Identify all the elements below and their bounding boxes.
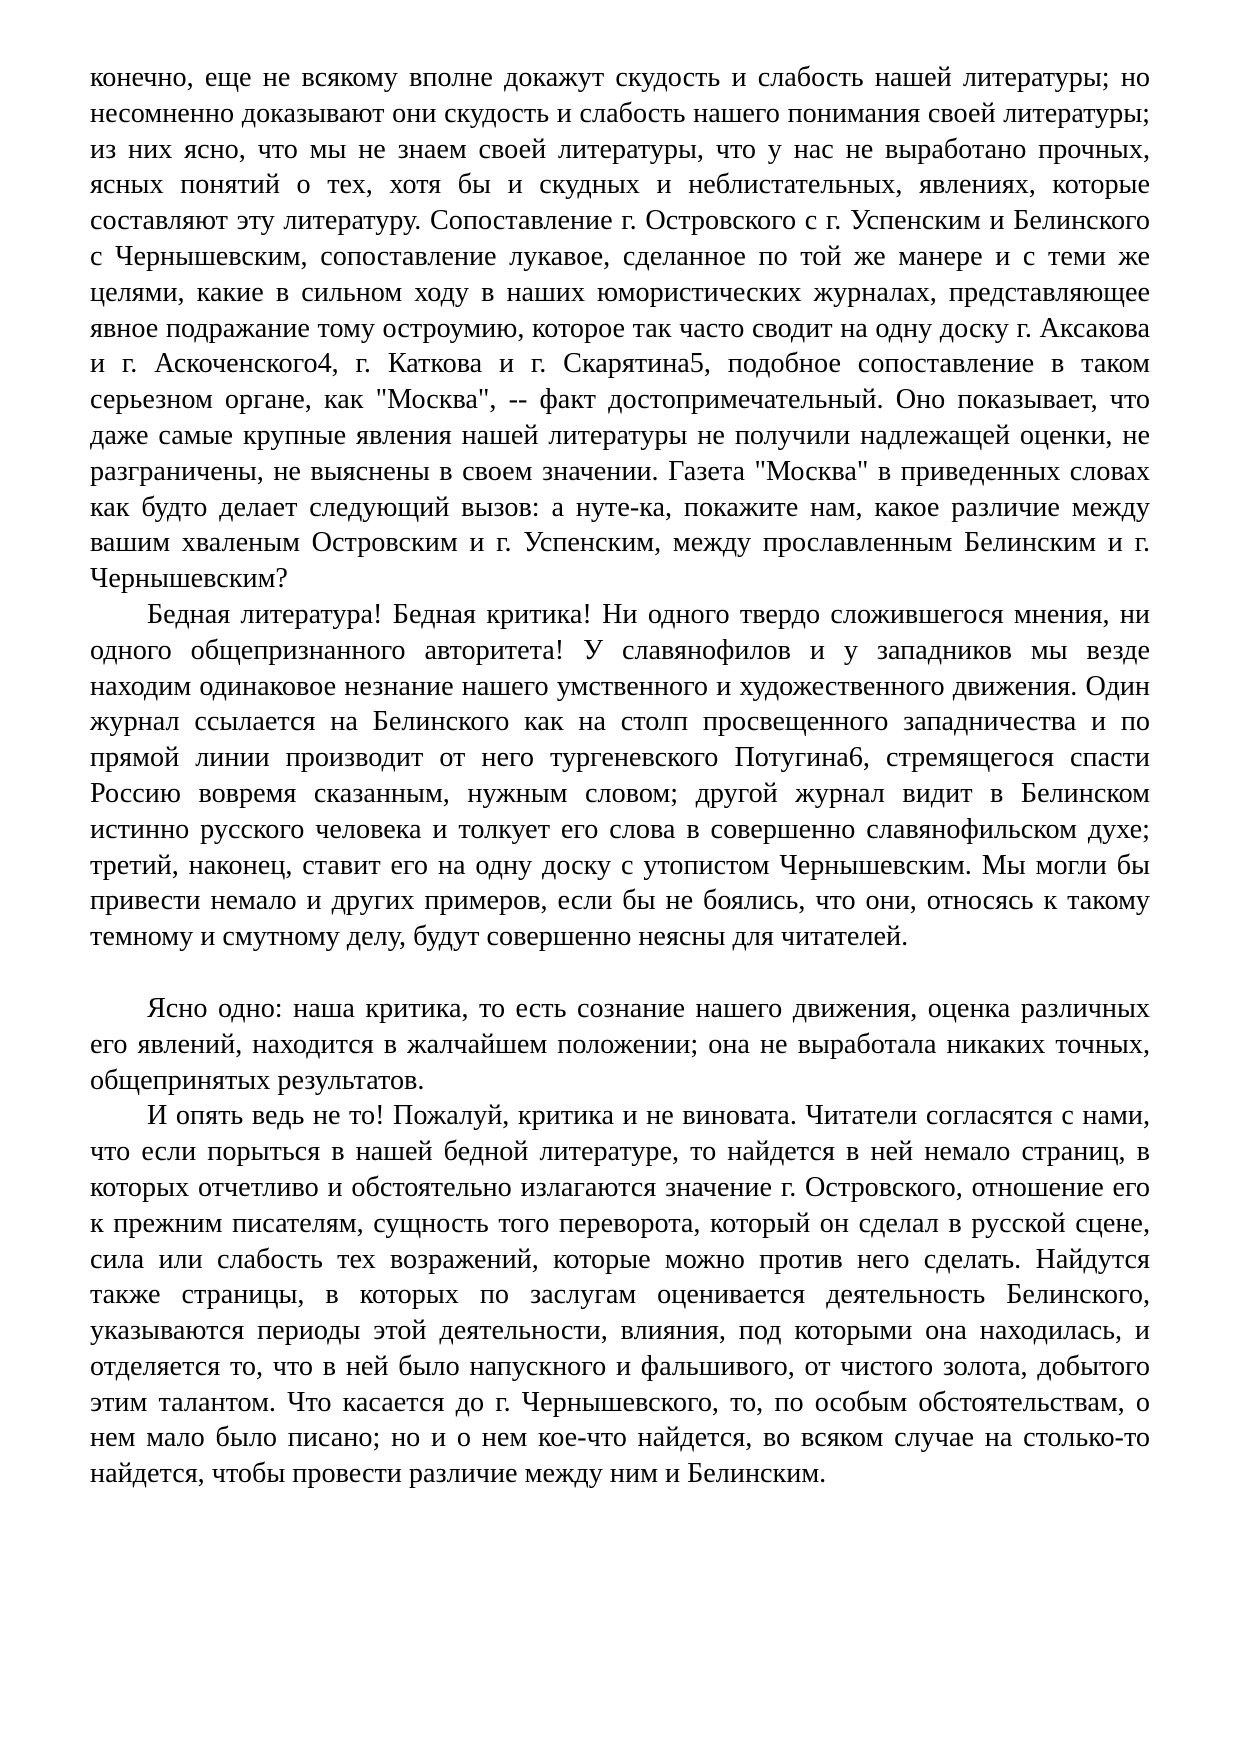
paragraph-4: И опять ведь не то! Пожалуй, критика и не виновата. Читатели согласятся с нами, что если порыться в нашей бедной литературе, то найдется в ней немало страниц, в которых отчетливо и обстоятельно излагаются значение г. Островского, отношение его к прежним писателям, сущность того переворота, который он сделал в русской сцене, сила или слабость тех возражений, которые можно против него сделать. Найдутся также страницы, в которых по заслугам оценивается деятельность Белинского, указываются периоды этой деятельности, влияния, под которыми она находилась, и отделяется то, что в ней было напускного и фальшивого, от чистого золота, добытого этим талантом. Что касается до г. Чернышевского, то, по особым обстоятельствам, о нем мало было писано; но и о нем кое-что найдется, во всяком случае на столько-то найдется, чтобы провести различие между ним и Белинским. — [90, 1100, 1150, 1490]
paragraph-3: Ясно одно: наша критика, то есть сознание нашего движения, оценка различных его явлений, находится в жалчайшем положении; она не выработала никаких точных, общепринятых результатов. — [90, 992, 1150, 1096]
paragraph-2: Бедная литература! Бедная критика! Ни одного твердо сложившегося мнения, ни одного общепризнанного авторитета! У славянофилов и у западников мы везде находим одинаковое незнание нашего умственного и художественного движения. Один журнал ссылается на Белинского как на столп просвещенного западничества и по прямой линии производит от него тургеневского Потугина6, стремящегося спасти Россию вовремя сказанным, нужным словом; другой журнал видит в Белинском истинно русского человека и толкует его слова в совершенно славянофильском духе; третий, наконец, ставит его на одну доску с утопистом Чернышевским. Мы могли бы привести немало и других примеров, если бы не боялись, что они, относясь к такому темному и смутному делу, будут совершенно неясны для читателей. — [90, 598, 1150, 953]
paragraph-1: конечно, еще не всякому вполне докажут скудость и слабость нашей литературы; но несомненно доказывают они скудость и слабость нашего понимания своей литературы; из них ясно, что мы не знаем своей литературы, что у нас не выработано прочных, ясных понятий о тех, хотя бы и скудных и неблистательных, явлениях, которые составляют эту литературу. Сопоставление г. Островского с г. Успенским и Белинского с Чернышевским, сопоставление лукавое, сделанное по той же манере и с теми же целями, какие в сильном ходу в наших юмористических журналах, представляющее явное подражание тому остроумию, которое так часто сводит на одну доску г. Аксакова и г. Аскоченского4, г. Каткова и г. Скарятина5, подобное сопоставление в таком серьезном органе, как "Москва", -- факт достопримечательный. Оно показывает, что даже самые крупные явления нашей литературы не получили надлежащей оценки, не разграничены, не выяснены в своем значении. Газета "Москва" в приведенных словах как будто делает следующий вызов: а нуте-ка, покажите нам, какое различие между вашим хваленым Островским и г. Успенским, между прославленным Белинским и г. Чернышевским? — [90, 62, 1150, 595]
